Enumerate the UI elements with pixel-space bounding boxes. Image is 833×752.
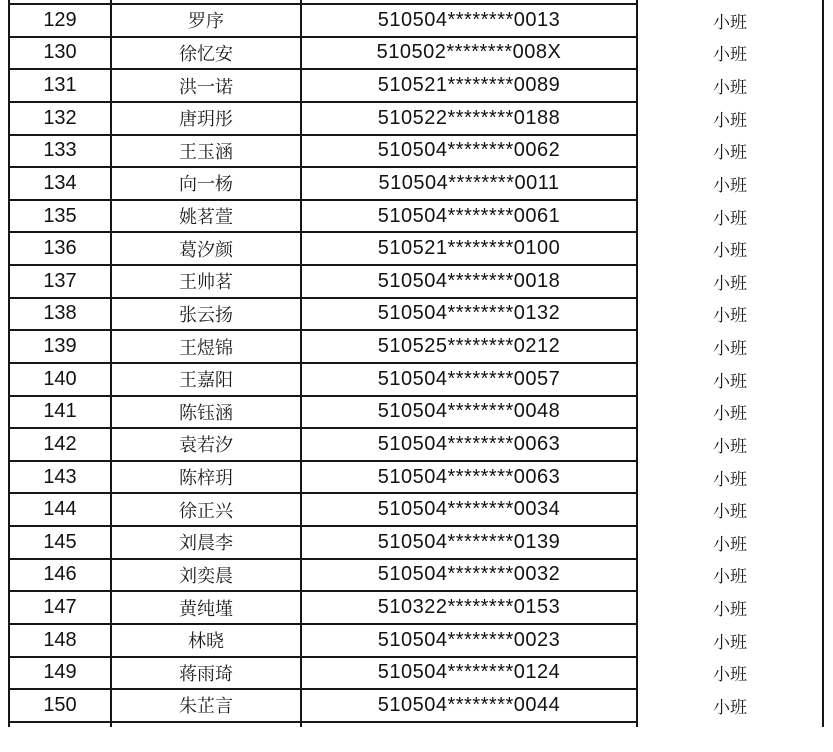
row-number-cell: 136: [9, 232, 111, 265]
row-number-cell: 137: [9, 265, 111, 298]
table-row: [9, 167, 823, 200]
table-row: [9, 526, 823, 559]
id-number-cell: 510504********0018: [301, 265, 637, 298]
table-row: [9, 330, 823, 363]
student-name-cell: 王煜锦: [111, 330, 301, 363]
class-level-cell: 小班: [637, 559, 823, 592]
id-number-cell: 510504********0013: [301, 4, 637, 37]
id-number-cell: 510504********0062: [301, 135, 637, 168]
table-row: [9, 37, 823, 70]
partial-row-bottom: [9, 722, 823, 727]
table-row: [9, 200, 823, 233]
student-name-cell: 刘晨李: [111, 526, 301, 559]
table-row: [9, 461, 823, 494]
student-name-cell: 洪一诺: [111, 69, 301, 102]
row-number-cell: 141: [9, 396, 111, 429]
id-number-cell: 510504********0124: [301, 657, 637, 690]
table-row: [9, 624, 823, 657]
class-level-cell: 小班: [637, 363, 823, 396]
table-row: [9, 591, 823, 624]
table-row: [9, 363, 823, 396]
table-row: [9, 689, 823, 722]
class-level-cell: 小班: [637, 624, 823, 657]
class-level-cell: 小班: [637, 265, 823, 298]
table-row: [9, 232, 823, 265]
id-number-cell: 510504********0011: [301, 167, 637, 200]
row-number-cell: 147: [9, 591, 111, 624]
id-number-cell: 510504********0048: [301, 396, 637, 429]
student-name-cell: 王玉涵: [111, 135, 301, 168]
class-level-cell: 小班: [637, 102, 823, 135]
row-number-cell: 139: [9, 330, 111, 363]
row-number-cell: 138: [9, 298, 111, 331]
class-level-cell: 小班: [637, 135, 823, 168]
table-row: [9, 559, 823, 592]
row-number-cell: 130: [9, 37, 111, 70]
id-number-cell: 510504********0063: [301, 461, 637, 494]
class-level-cell: 小班: [637, 4, 823, 37]
class-level-cell: 小班: [637, 69, 823, 102]
class-level-cell: 小班: [637, 428, 823, 461]
row-number-cell: 146: [9, 559, 111, 592]
student-name-cell: 陈梓玥: [111, 461, 301, 494]
table-row: [9, 69, 823, 102]
row-number-cell: 132: [9, 102, 111, 135]
table-row: [9, 396, 823, 429]
student-name-cell: 葛汐颜: [111, 232, 301, 265]
table-row: [9, 428, 823, 461]
id-number-cell: 510504********0023: [301, 624, 637, 657]
id-number-cell: 510504********0034: [301, 493, 637, 526]
student-name-cell: 王嘉阳: [111, 363, 301, 396]
id-number-cell: 510322********0153: [301, 591, 637, 624]
class-level-cell: 小班: [637, 200, 823, 233]
id-number-cell: 510522********0188: [301, 102, 637, 135]
class-level-cell: 小班: [637, 591, 823, 624]
row-number-cell: 150: [9, 689, 111, 722]
row-number-cell: 140: [9, 363, 111, 396]
student-name-cell: 袁若汐: [111, 428, 301, 461]
class-level-cell: 小班: [637, 232, 823, 265]
student-name-cell: 唐玥彤: [111, 102, 301, 135]
row-number-cell: 131: [9, 69, 111, 102]
table-row: [9, 265, 823, 298]
student-name-cell: 王帅茗: [111, 265, 301, 298]
student-name-cell: 黄纯墐: [111, 591, 301, 624]
id-number-cell: 510525********0212: [301, 330, 637, 363]
class-level-cell: 小班: [637, 526, 823, 559]
student-name-cell: 林晓: [111, 624, 301, 657]
class-level-cell: 小班: [637, 167, 823, 200]
class-level-cell: 小班: [637, 298, 823, 331]
id-number-cell: 510504********0057: [301, 363, 637, 396]
student-roster-table: [8, 0, 824, 727]
id-number-cell: 510521********0100: [301, 232, 637, 265]
table-row: [9, 102, 823, 135]
row-number-cell: 129: [9, 4, 111, 37]
class-level-cell: 小班: [637, 657, 823, 690]
id-number-cell: 510504********0061: [301, 200, 637, 233]
student-name-cell: 朱芷言: [111, 689, 301, 722]
table-row: [9, 135, 823, 168]
student-name-cell: 徐忆安: [111, 37, 301, 70]
row-number-cell: 145: [9, 526, 111, 559]
row-number-cell: 144: [9, 493, 111, 526]
row-number-cell: 149: [9, 657, 111, 690]
id-number-cell: 510504********0044: [301, 689, 637, 722]
table-row: [9, 4, 823, 37]
class-level-cell: 小班: [637, 396, 823, 429]
id-number-cell: 510504********0139: [301, 526, 637, 559]
student-name-cell: 姚茗萱: [111, 200, 301, 233]
table-row: [9, 298, 823, 331]
student-name-cell: 徐正兴: [111, 493, 301, 526]
table-row: [9, 493, 823, 526]
row-number-cell: 133: [9, 135, 111, 168]
row-number-cell: 148: [9, 624, 111, 657]
class-level-cell: 小班: [637, 493, 823, 526]
row-number-cell: 134: [9, 167, 111, 200]
row-number-cell: 143: [9, 461, 111, 494]
class-level-cell: 小班: [637, 689, 823, 722]
student-name-cell: 罗序: [111, 4, 301, 37]
id-number-cell: 510502********008X: [301, 37, 637, 70]
class-level-cell: 小班: [637, 461, 823, 494]
class-level-cell: 小班: [637, 330, 823, 363]
student-name-cell: 蒋雨琦: [111, 657, 301, 690]
id-number-cell: 510504********0063: [301, 428, 637, 461]
student-name-cell: 向一杨: [111, 167, 301, 200]
id-number-cell: 510504********0032: [301, 559, 637, 592]
student-name-cell: 陈钰涵: [111, 396, 301, 429]
class-level-cell: 小班: [637, 37, 823, 70]
id-number-cell: 510521********0089: [301, 69, 637, 102]
student-name-cell: 张云扬: [111, 298, 301, 331]
row-number-cell: 135: [9, 200, 111, 233]
table-row: [9, 657, 823, 690]
id-number-cell: 510504********0132: [301, 298, 637, 331]
student-name-cell: 刘奕晨: [111, 559, 301, 592]
row-number-cell: 142: [9, 428, 111, 461]
